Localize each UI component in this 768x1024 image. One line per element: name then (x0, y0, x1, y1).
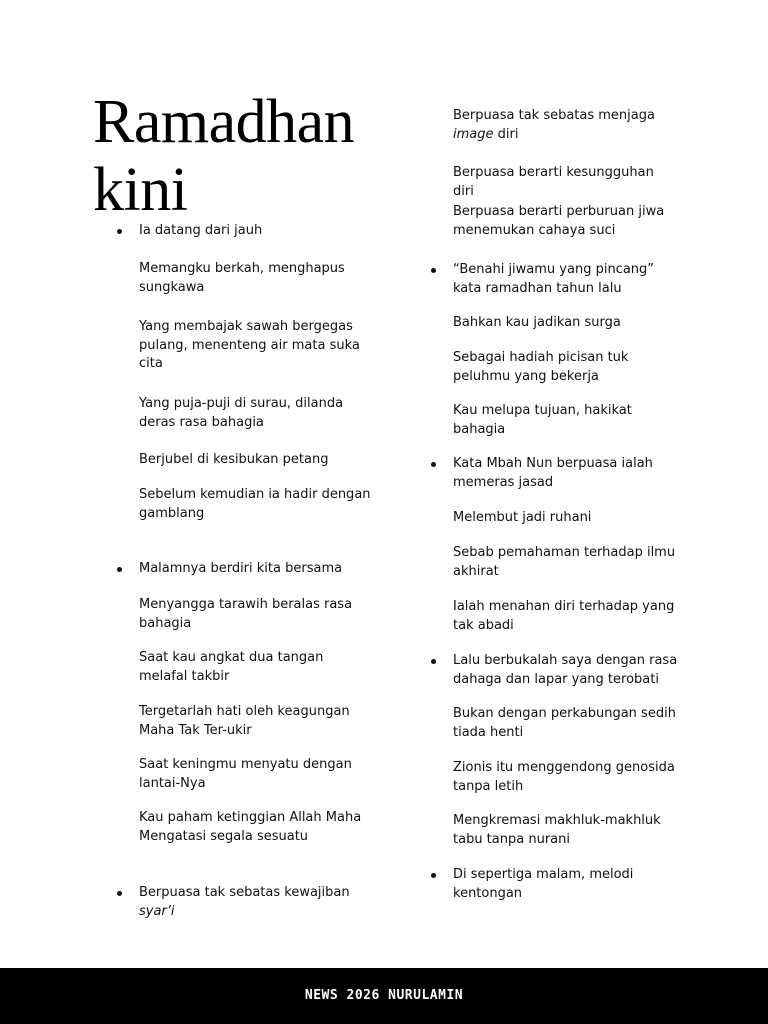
footer-bar (0, 968, 768, 1024)
stanza-line: Di sepertiga malam, melodi kentongan (453, 866, 678, 903)
stanza-line: Kata Mbah Nun berpuasa ialah memeras jasad (453, 455, 678, 492)
stanza-line: Lalu berbukalah saya dengan rasa dahaga dan lapar yang terobati (453, 652, 678, 689)
title-line-1: Ramadhan (93, 88, 355, 156)
stanza-line: Saat kau angkat dua tangan melafal takbir (139, 650, 324, 684)
stanza-line: Kau melupa tujuan, hakikat bahagia (453, 403, 632, 437)
stanza-line: Mengkremasi makhluk-makhluk tabu tanpa nurani (453, 813, 661, 847)
bullet-icon (431, 462, 436, 467)
poem-title (93, 88, 354, 224)
stanza-line: Zionis itu menggendong genosida tanpa letih (453, 760, 675, 794)
stanza-line: Berpuasa tak sebatas menjaga image diri (453, 108, 655, 142)
stanza-line: Menyangga tarawih beralas rasa bahagia (139, 597, 353, 631)
stanza-line: Ia datang dari jauh (139, 222, 374, 241)
stanza-line: Kau paham ketinggian Allah Maha Mengatasi segala sesuatu (139, 810, 362, 844)
stanza-line: Berjubel di kesibukan petang (139, 452, 329, 467)
stanza-line: Ialah menahan diri terhadap yang tak abadi (453, 599, 675, 633)
stanza-line: Melembut jadi ruhani (453, 510, 592, 525)
bullet-icon (117, 891, 122, 896)
bullet-icon (117, 229, 122, 234)
bullet-icon (431, 659, 436, 664)
bullet-icon (431, 268, 436, 273)
stanza-line: Bukan dengan perkabungan sedih tiada henti (453, 706, 676, 740)
stanza-line: Berpuasa tak sebatas kewajiban syar’i (139, 884, 374, 921)
stanza-line: “Benahi jiwamu yang pincang” kata ramadhan tahun lalu (453, 261, 678, 298)
stanza-line: Berpuasa berarti perburuan jiwa menemukan cahaya suci (453, 204, 665, 238)
stanza-line: Tergetarlah hati oleh keagungan Maha Tak Ter-ukir (139, 704, 350, 738)
stanza-line: Yang membajak sawah bergegas pulang, menenteng air mata suka cita (139, 319, 360, 371)
bullet-icon (431, 873, 436, 878)
stanza-line: Sebelum kemudian ia hadir dengan gamblang (139, 487, 371, 521)
stanza-line: Sebagai hadiah picisan tuk peluhmu yang bekerja (453, 350, 629, 384)
footer-credit: NEWS 2026 NURULAMIN (304, 987, 464, 1003)
bullet-icon (117, 567, 122, 572)
stanza-line: Memangku berkah, menghapus sungkawa (139, 261, 345, 295)
stanza-line: Bahkan kau jadikan surga (453, 315, 621, 330)
stanza-line: Saat keningmu menyatu dengan lantai-Nya (139, 757, 352, 791)
title-line-2: kini (93, 156, 188, 224)
stanza-line: Berpuasa berarti kesungguhan diri (453, 165, 654, 199)
stanza-line: Sebab pemahaman terhadap ilmu akhirat (453, 545, 676, 579)
stanza-line: Yang puja-puji di surau, dilanda deras rasa bahagia (139, 396, 344, 430)
stanza-line: Malamnya berdiri kita bersama (139, 560, 374, 579)
